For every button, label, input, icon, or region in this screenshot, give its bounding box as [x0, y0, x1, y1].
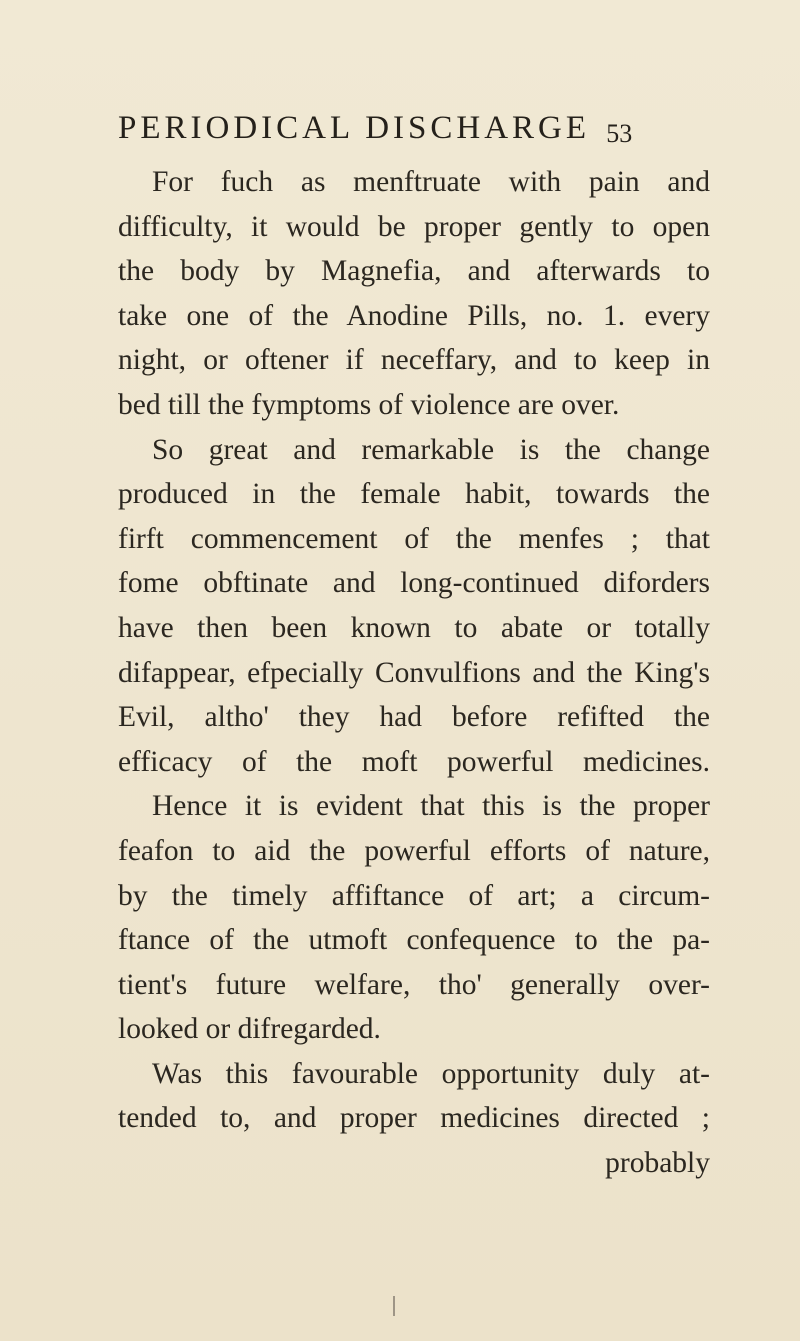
text-line: by the timely affiftance of art; a circum-	[118, 879, 710, 912]
text-line: firft commencement of the menfes ; that	[118, 522, 710, 555]
ink-speck	[393, 1296, 395, 1316]
running-head	[118, 108, 798, 150]
text-line: Evil, altho' they had before refifted the	[118, 701, 710, 734]
running-title: PERIODICAL DISCHARGE	[118, 110, 591, 146]
text-line: For fuch as menftruate with pain and	[152, 166, 710, 198]
text-line: feafon to aid the powerful efforts of nature,	[118, 834, 710, 867]
text-line: tient's future welfare, tho' generally over-	[118, 968, 710, 1001]
text-line: fome obftinate and long-continued diforders	[118, 567, 710, 600]
text-line: bed till the fymptoms of violence are over.	[118, 388, 620, 421]
text-line: So great and remarkable is the change	[152, 433, 710, 466]
text-line: take one of the Anodine Pills, no. 1. every	[118, 299, 710, 332]
text-line: ftance of the utmoft confequence to the pa-	[118, 924, 710, 957]
body-text	[118, 160, 710, 1186]
text-line: have then been known to abate or totally	[118, 611, 710, 644]
text-line: the body by Magnefia, and afterwards to	[118, 255, 710, 288]
text-line: tended to, and proper medicines directed ;	[118, 1102, 710, 1135]
text-line: produced in the female habit, towards the	[118, 478, 710, 511]
text-line: night, or oftener if neceffary, and to keep in	[118, 344, 710, 377]
text-line: looked or difregarded.	[118, 1013, 381, 1046]
text-line: difappear, efpecially Convulfions and the King's	[118, 656, 710, 689]
catchword: probably	[605, 1147, 710, 1180]
page-number: 53	[606, 119, 633, 148]
text-line: efficacy of the moft powerful medicines.	[118, 745, 710, 778]
text-line: difficulty, it would be proper gently to open	[118, 210, 710, 243]
text-line: Hence it is evident that this is the proper	[152, 790, 710, 823]
text-line: Was this favourable opportunity duly at-	[152, 1057, 710, 1090]
